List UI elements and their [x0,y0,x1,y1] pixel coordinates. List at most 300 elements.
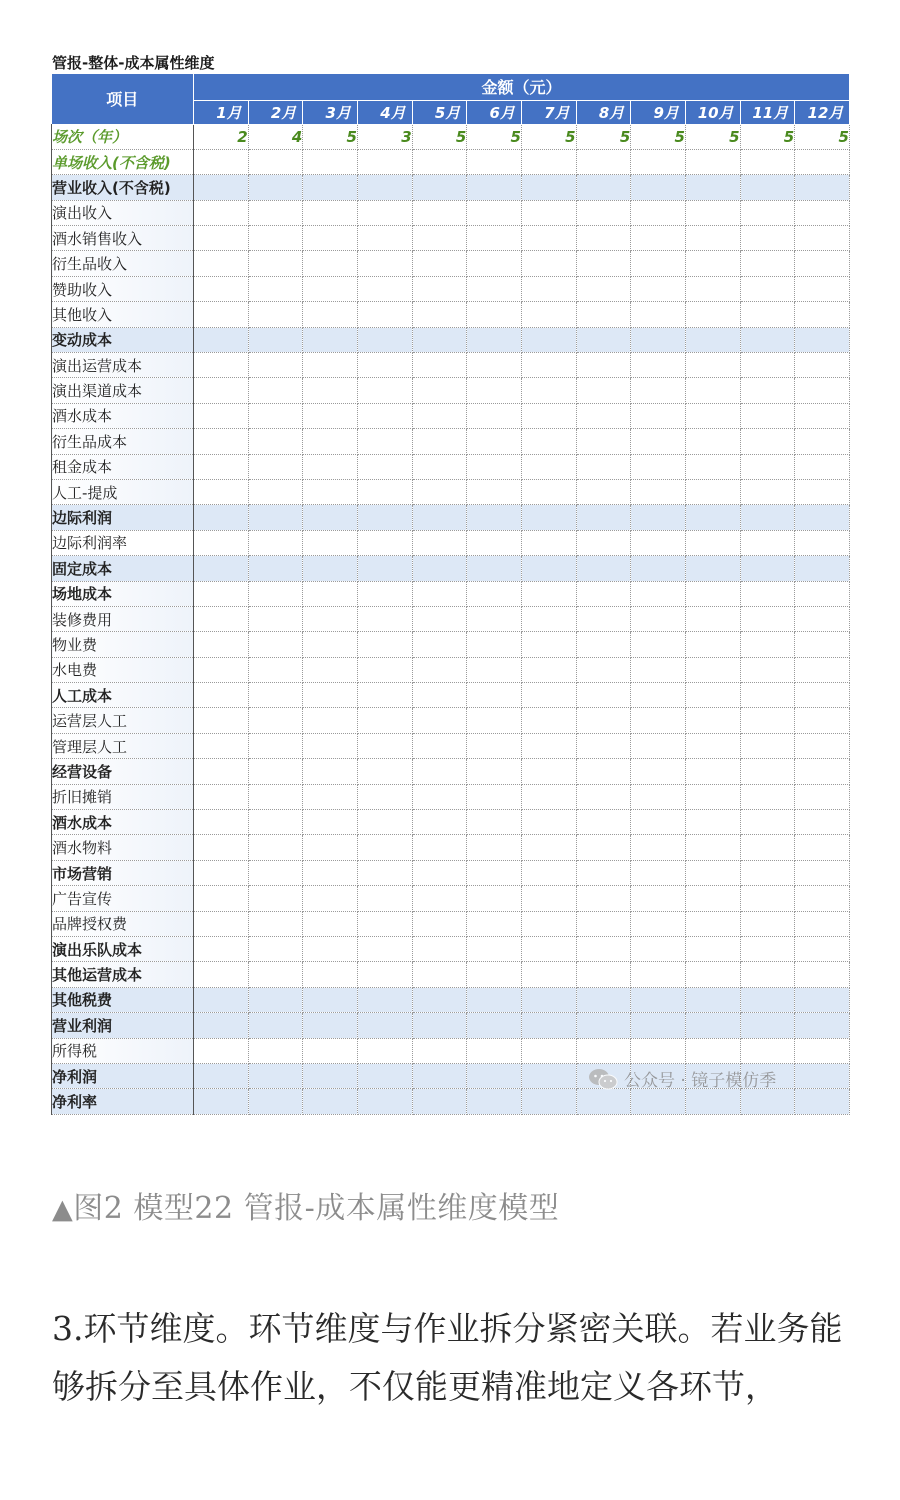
table-cell[interactable] [795,479,850,504]
table-cell[interactable] [631,1038,686,1063]
table-cell[interactable] [303,733,358,758]
table-cell[interactable]: 5 [795,124,850,149]
table-cell[interactable] [357,632,412,657]
table-cell[interactable] [740,505,795,530]
table-cell[interactable] [521,378,576,403]
table-cell[interactable] [248,479,303,504]
table-cell[interactable] [248,353,303,378]
table-cell[interactable] [576,759,631,784]
table-cell[interactable] [412,403,467,428]
table-cell[interactable] [685,657,740,682]
table-cell[interactable] [521,530,576,555]
table-cell[interactable] [685,251,740,276]
table-cell[interactable] [740,784,795,809]
table-cell[interactable] [357,937,412,962]
table-cell[interactable] [412,200,467,225]
table-cell[interactable] [467,175,522,200]
table-cell[interactable] [685,784,740,809]
table-cell[interactable] [685,632,740,657]
table-cell[interactable] [795,581,850,606]
table-cell[interactable] [248,454,303,479]
table-cell[interactable] [248,606,303,631]
table-cell[interactable] [357,353,412,378]
table-cell[interactable]: 5 [576,124,631,149]
table-cell[interactable] [248,276,303,301]
table-cell[interactable] [795,962,850,987]
table-cell[interactable] [685,505,740,530]
table-cell[interactable] [194,1013,249,1038]
table-cell[interactable] [357,581,412,606]
table-cell[interactable] [685,378,740,403]
table-cell[interactable] [303,556,358,581]
table-cell[interactable] [357,886,412,911]
table-cell[interactable] [194,911,249,936]
table-cell[interactable] [576,581,631,606]
table-cell[interactable] [467,632,522,657]
table-cell[interactable] [795,403,850,428]
table-cell[interactable] [795,606,850,631]
table-cell[interactable] [303,708,358,733]
table-cell[interactable] [795,1063,850,1088]
table-cell[interactable] [357,505,412,530]
table-cell[interactable] [685,810,740,835]
table-cell[interactable] [795,175,850,200]
table-cell[interactable] [248,378,303,403]
table-cell[interactable] [631,327,686,352]
table-cell[interactable] [194,479,249,504]
table-cell[interactable] [357,226,412,251]
table-cell[interactable] [357,860,412,885]
table-cell[interactable] [631,454,686,479]
table-cell[interactable] [631,276,686,301]
table-cell[interactable] [521,505,576,530]
table-cell[interactable] [631,962,686,987]
table-cell[interactable] [631,200,686,225]
table-cell[interactable] [521,556,576,581]
table-cell[interactable] [303,606,358,631]
table-cell[interactable] [795,378,850,403]
table-cell[interactable] [467,530,522,555]
table-cell[interactable] [412,657,467,682]
table-cell[interactable] [412,733,467,758]
table-cell[interactable] [521,1013,576,1038]
table-cell[interactable] [357,657,412,682]
table-cell[interactable] [685,149,740,174]
table-cell[interactable] [412,353,467,378]
table-cell[interactable] [357,810,412,835]
table-cell[interactable] [412,937,467,962]
table-cell[interactable] [357,835,412,860]
table-cell[interactable] [412,886,467,911]
table-cell[interactable] [521,226,576,251]
table-cell[interactable] [740,835,795,860]
table-cell[interactable] [357,1013,412,1038]
table-cell[interactable] [357,378,412,403]
table-cell[interactable] [248,327,303,352]
table-cell[interactable] [303,1013,358,1038]
table-cell[interactable] [685,302,740,327]
table-cell[interactable] [467,683,522,708]
table-cell[interactable] [685,937,740,962]
table-cell[interactable] [631,378,686,403]
table-cell[interactable] [521,1089,576,1114]
table-cell[interactable] [740,937,795,962]
table-cell[interactable] [194,251,249,276]
table-cell[interactable] [795,657,850,682]
table-cell[interactable] [521,454,576,479]
table-cell[interactable] [795,149,850,174]
table-cell[interactable] [740,657,795,682]
table-cell[interactable] [631,226,686,251]
table-cell[interactable] [467,327,522,352]
table-cell[interactable] [740,581,795,606]
table-cell[interactable] [576,200,631,225]
table-cell[interactable] [194,835,249,860]
table-cell[interactable] [576,911,631,936]
table-cell[interactable] [521,175,576,200]
table-cell[interactable] [412,911,467,936]
table-cell[interactable] [631,1013,686,1038]
table-cell[interactable] [576,403,631,428]
table-cell[interactable] [685,708,740,733]
table-cell[interactable] [357,606,412,631]
table-cell[interactable] [740,429,795,454]
table-cell[interactable] [248,149,303,174]
table-cell[interactable] [740,200,795,225]
table-cell[interactable] [412,479,467,504]
table-cell[interactable] [631,353,686,378]
table-cell[interactable] [194,581,249,606]
table-cell[interactable] [303,505,358,530]
table-cell[interactable] [685,1089,740,1114]
table-cell[interactable] [194,1063,249,1088]
table-cell[interactable] [467,454,522,479]
table-cell[interactable] [303,302,358,327]
table-cell[interactable]: 2 [194,124,249,149]
table-cell[interactable] [576,810,631,835]
table-cell[interactable] [521,429,576,454]
table-cell[interactable] [194,810,249,835]
table-cell[interactable] [467,556,522,581]
table-cell[interactable] [412,378,467,403]
table-cell[interactable] [467,708,522,733]
table-cell[interactable] [631,403,686,428]
table-cell[interactable] [631,632,686,657]
table-cell[interactable] [631,708,686,733]
table-cell[interactable] [412,530,467,555]
table-cell[interactable] [303,403,358,428]
table-cell[interactable]: 5 [412,124,467,149]
table-cell[interactable] [521,708,576,733]
table-cell[interactable] [303,835,358,860]
table-cell[interactable] [740,733,795,758]
table-cell[interactable]: 5 [303,124,358,149]
table-cell[interactable] [521,962,576,987]
table-cell[interactable] [248,886,303,911]
table-cell[interactable] [303,327,358,352]
table-cell[interactable] [740,353,795,378]
table-cell[interactable] [194,149,249,174]
table-cell[interactable] [631,810,686,835]
table-cell[interactable] [412,327,467,352]
table-cell[interactable] [740,1013,795,1038]
table-cell[interactable] [631,606,686,631]
table-cell[interactable] [303,1038,358,1063]
table-cell[interactable] [521,759,576,784]
table-cell[interactable] [740,327,795,352]
table-cell[interactable] [795,886,850,911]
table-cell[interactable] [357,276,412,301]
table-cell[interactable] [467,1063,522,1088]
table-cell[interactable] [795,353,850,378]
table-cell[interactable] [521,302,576,327]
table-cell[interactable] [194,353,249,378]
table-cell[interactable] [576,987,631,1012]
table-cell[interactable] [631,175,686,200]
table-cell[interactable] [194,886,249,911]
table-cell[interactable] [248,200,303,225]
table-cell[interactable] [248,784,303,809]
table-cell[interactable] [631,429,686,454]
table-cell[interactable] [248,810,303,835]
table-cell[interactable] [467,353,522,378]
table-cell[interactable] [685,835,740,860]
table-cell[interactable] [248,581,303,606]
table-cell[interactable]: 5 [631,124,686,149]
table-cell[interactable] [740,530,795,555]
table-cell[interactable] [685,911,740,936]
table-cell[interactable] [248,175,303,200]
table-cell[interactable] [412,835,467,860]
table-cell[interactable] [412,276,467,301]
table-cell[interactable] [467,1089,522,1114]
table-cell[interactable] [685,860,740,885]
table-cell[interactable] [740,276,795,301]
table-cell[interactable] [303,784,358,809]
table-cell[interactable] [576,606,631,631]
table-cell[interactable] [248,226,303,251]
table-cell[interactable] [740,962,795,987]
table-cell[interactable] [467,1013,522,1038]
table-cell[interactable] [685,683,740,708]
table-cell[interactable] [248,987,303,1012]
table-cell[interactable] [576,1038,631,1063]
table-cell[interactable] [412,860,467,885]
table-cell[interactable] [631,479,686,504]
table-cell[interactable] [357,149,412,174]
table-cell[interactable] [357,454,412,479]
table-cell[interactable] [194,657,249,682]
table-cell[interactable] [357,1063,412,1088]
table-cell[interactable] [795,1038,850,1063]
table-cell[interactable] [685,479,740,504]
table-cell[interactable] [685,886,740,911]
table-cell[interactable] [795,733,850,758]
table-cell[interactable] [795,810,850,835]
table-cell[interactable] [467,276,522,301]
table-cell[interactable]: 5 [740,124,795,149]
table-cell[interactable] [685,556,740,581]
table-cell[interactable] [194,1038,249,1063]
table-cell[interactable] [467,937,522,962]
table-cell[interactable] [412,556,467,581]
table-cell[interactable] [740,403,795,428]
table-cell[interactable] [685,429,740,454]
table-cell[interactable] [303,479,358,504]
table-cell[interactable] [467,657,522,682]
table-cell[interactable] [467,784,522,809]
table-cell[interactable] [303,632,358,657]
table-cell[interactable] [412,1038,467,1063]
table-cell[interactable] [248,1038,303,1063]
table-cell[interactable] [740,708,795,733]
table-cell[interactable] [303,937,358,962]
table-cell[interactable] [467,226,522,251]
table-cell[interactable] [194,1089,249,1114]
table-cell[interactable] [357,403,412,428]
table-cell[interactable] [795,276,850,301]
table-cell[interactable] [795,784,850,809]
table-cell[interactable] [795,556,850,581]
table-cell[interactable] [576,353,631,378]
table-cell[interactable] [740,556,795,581]
table-cell[interactable] [685,962,740,987]
table-cell[interactable] [521,1063,576,1088]
table-cell[interactable] [303,175,358,200]
table-cell[interactable] [248,937,303,962]
table-cell[interactable] [194,302,249,327]
table-cell[interactable] [467,962,522,987]
table-cell[interactable] [685,403,740,428]
table-cell[interactable] [357,784,412,809]
table-cell[interactable] [303,149,358,174]
table-cell[interactable] [248,708,303,733]
table-cell[interactable] [467,251,522,276]
table-cell[interactable] [521,886,576,911]
table-cell[interactable] [631,987,686,1012]
table-cell[interactable] [740,810,795,835]
table-cell[interactable] [740,1089,795,1114]
table-cell[interactable] [194,378,249,403]
table-cell[interactable] [412,1013,467,1038]
table-cell[interactable] [576,683,631,708]
table-cell[interactable] [357,733,412,758]
table-cell[interactable] [357,327,412,352]
table-cell[interactable] [467,886,522,911]
table-cell[interactable]: 5 [685,124,740,149]
table-cell[interactable] [194,226,249,251]
table-cell[interactable] [303,429,358,454]
table-cell[interactable] [412,683,467,708]
table-cell[interactable] [740,226,795,251]
table-cell[interactable] [521,911,576,936]
table-cell[interactable] [631,835,686,860]
table-cell[interactable] [685,327,740,352]
table-cell[interactable] [685,606,740,631]
table-cell[interactable] [303,581,358,606]
table-cell[interactable] [795,1013,850,1038]
table-cell[interactable] [248,429,303,454]
table-cell[interactable] [521,403,576,428]
table-cell[interactable] [576,505,631,530]
table-cell[interactable] [631,149,686,174]
table-cell[interactable] [194,175,249,200]
table-cell[interactable] [631,784,686,809]
table-cell[interactable] [740,454,795,479]
table-cell[interactable] [357,429,412,454]
table-cell[interactable] [303,1089,358,1114]
table-cell[interactable] [685,1038,740,1063]
table-cell[interactable] [467,403,522,428]
table-cell[interactable] [685,1013,740,1038]
table-cell[interactable] [576,657,631,682]
table-cell[interactable] [740,606,795,631]
table-cell[interactable] [248,835,303,860]
table-cell[interactable] [795,327,850,352]
table-cell[interactable] [467,149,522,174]
table-cell[interactable] [357,962,412,987]
table-cell[interactable] [576,860,631,885]
table-cell[interactable] [248,911,303,936]
table-cell[interactable] [412,708,467,733]
table-cell[interactable] [248,403,303,428]
table-cell[interactable] [467,759,522,784]
table-cell[interactable] [795,835,850,860]
table-cell[interactable] [303,860,358,885]
table-cell[interactable] [357,708,412,733]
table-cell[interactable] [248,505,303,530]
table-cell[interactable] [521,276,576,301]
table-cell[interactable] [795,505,850,530]
table-cell[interactable] [576,454,631,479]
table-cell[interactable] [248,962,303,987]
table-cell[interactable] [631,683,686,708]
table-cell[interactable] [303,226,358,251]
table-cell[interactable] [631,556,686,581]
table-cell[interactable] [576,479,631,504]
table-cell[interactable] [795,226,850,251]
table-cell[interactable] [631,759,686,784]
table-cell[interactable]: 4 [248,124,303,149]
table-cell[interactable] [631,505,686,530]
table-cell[interactable] [576,937,631,962]
table-cell[interactable] [194,683,249,708]
table-cell[interactable] [412,505,467,530]
table-cell[interactable] [412,962,467,987]
table-cell[interactable] [194,403,249,428]
table-cell[interactable] [795,632,850,657]
table-cell[interactable] [685,353,740,378]
table-cell[interactable] [194,429,249,454]
table-cell[interactable] [357,479,412,504]
table-cell[interactable] [685,200,740,225]
table-cell[interactable] [412,810,467,835]
table-cell[interactable] [576,175,631,200]
table-cell[interactable] [685,987,740,1012]
table-cell[interactable] [521,810,576,835]
table-cell[interactable] [576,733,631,758]
table-cell[interactable] [303,251,358,276]
table-cell[interactable]: 3 [357,124,412,149]
table-cell[interactable] [194,962,249,987]
table-cell[interactable] [303,759,358,784]
table-cell[interactable] [795,683,850,708]
table-cell[interactable] [576,530,631,555]
table-cell[interactable] [576,429,631,454]
table-cell[interactable] [740,175,795,200]
table-cell[interactable]: 5 [467,124,522,149]
table-cell[interactable] [521,581,576,606]
